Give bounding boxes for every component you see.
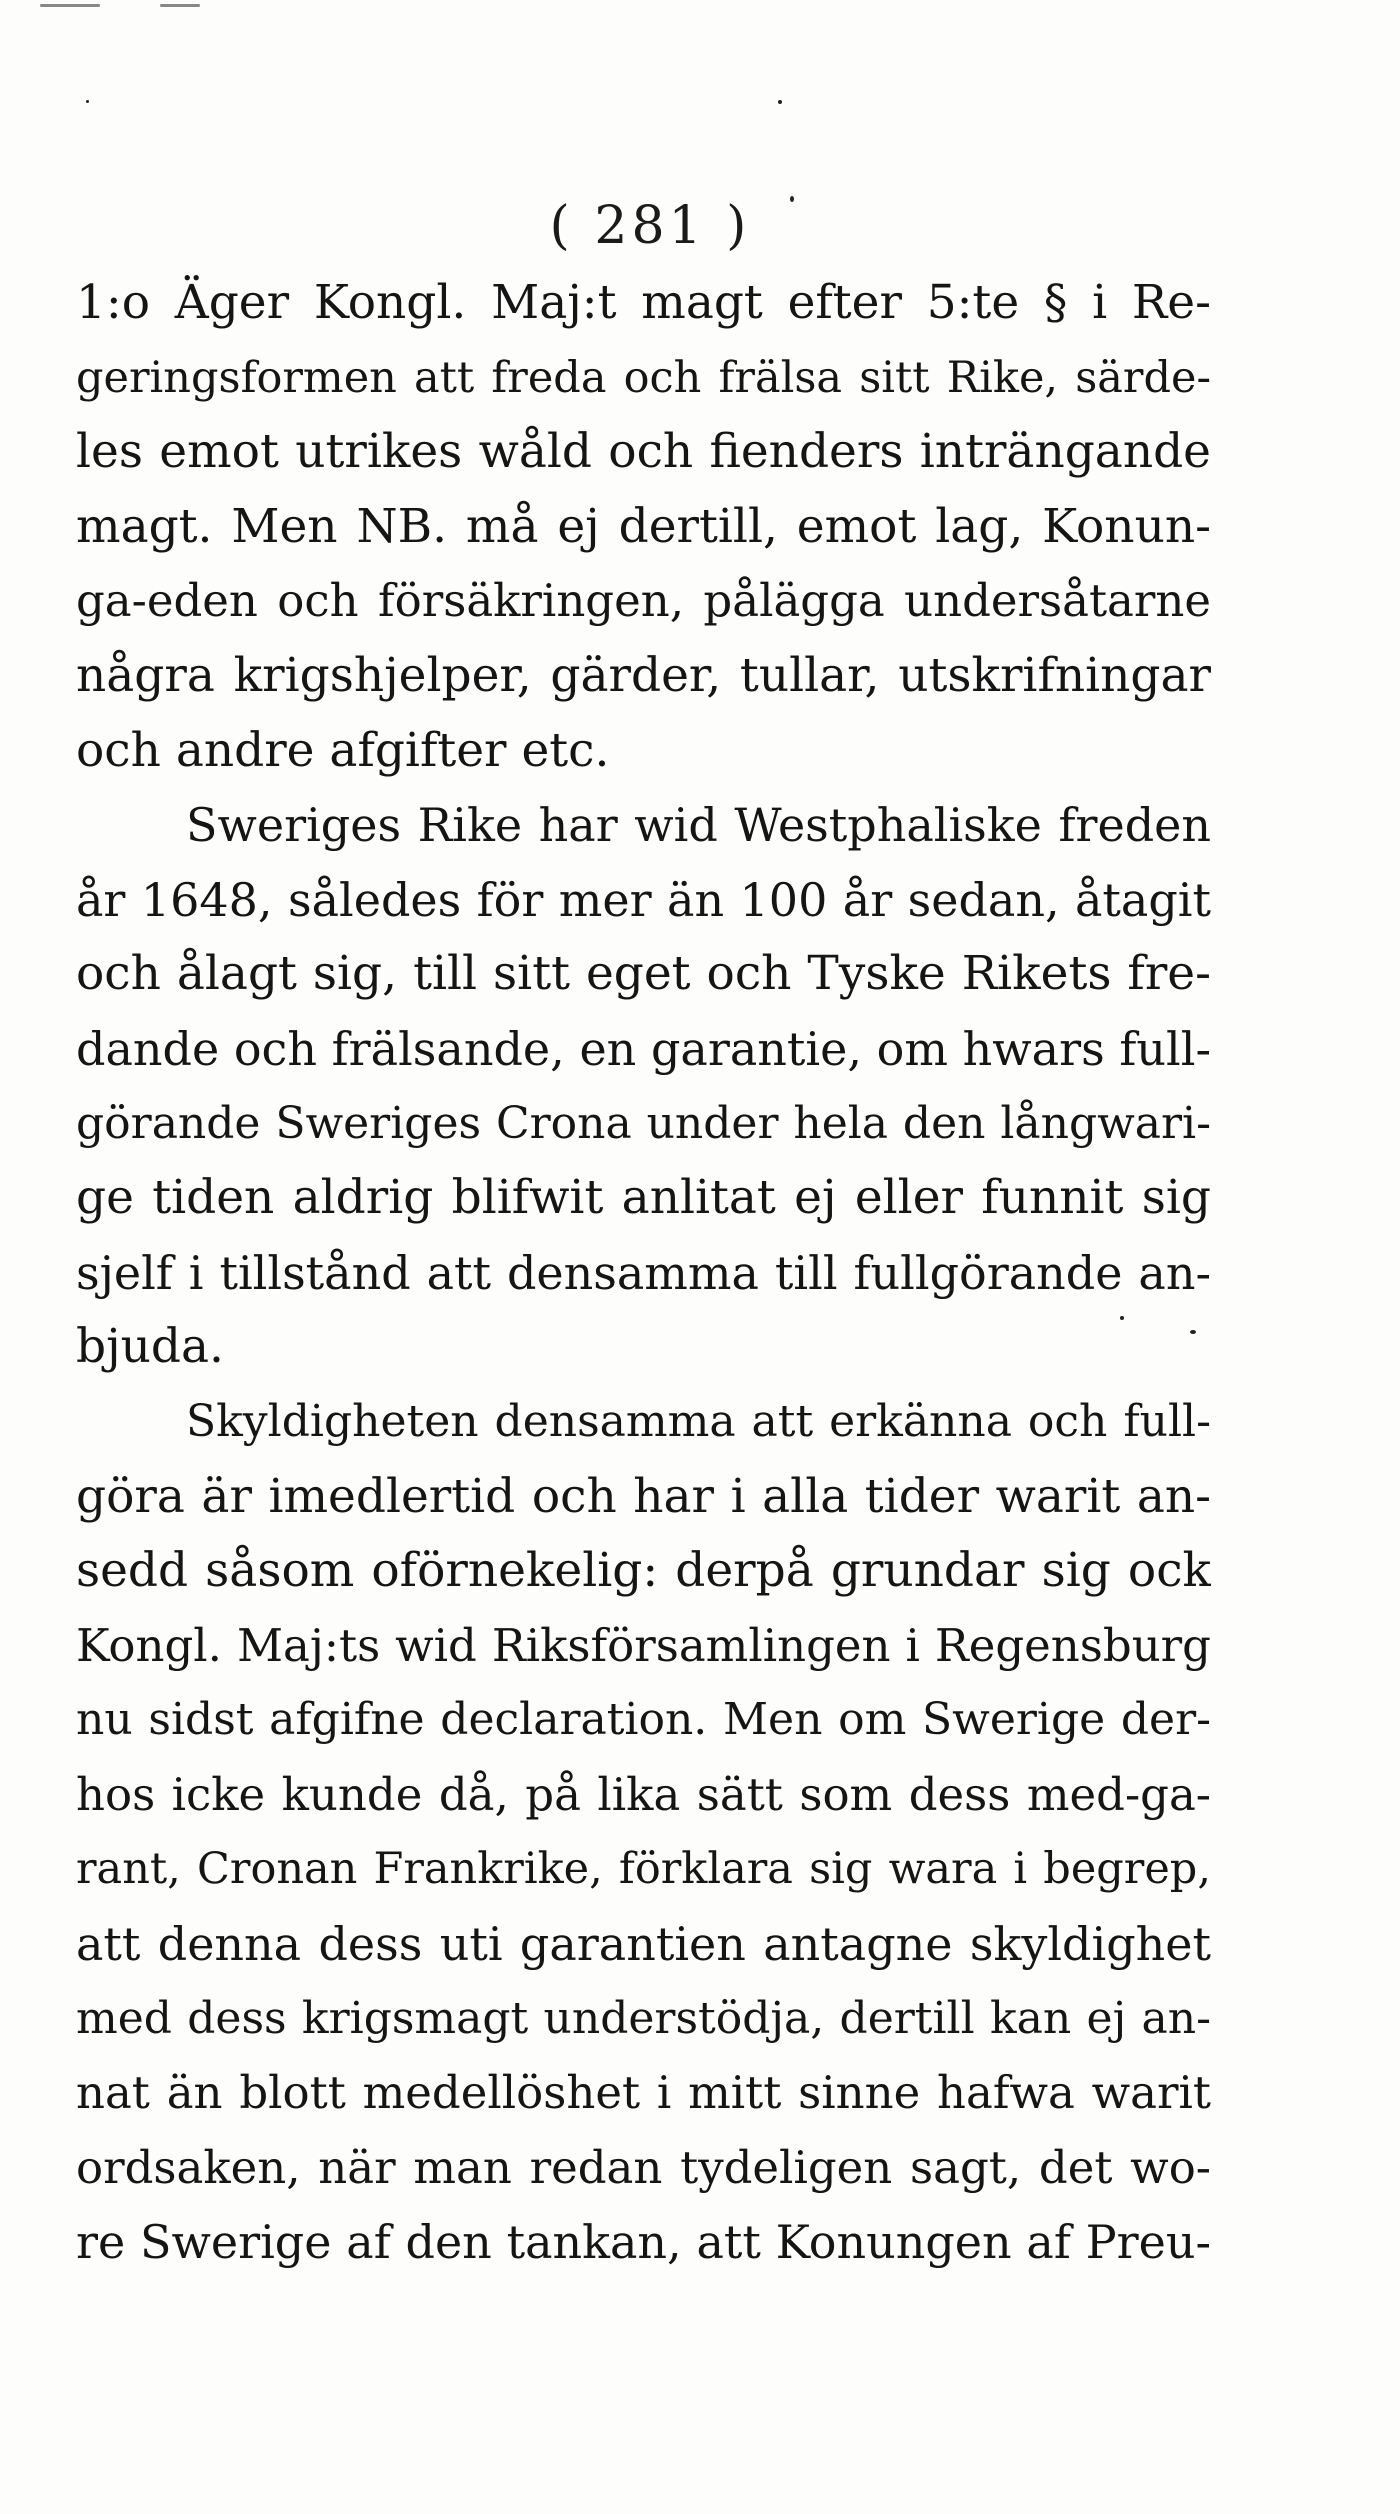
scan-speck <box>86 100 89 103</box>
text-line: år 1648, således för mer än 100 år sedan, åtagit <box>76 872 1211 927</box>
text-line: 1:o Äger Kongl. Maj:t magt efter 5:te § i Re- <box>76 275 1211 330</box>
text-line: nu sidst afgifne declaration. Men om Swerige der- <box>76 1694 1211 1746</box>
text-line: och ålagt sig, till sitt eget och Tyske Rikets fre- <box>76 946 1211 1002</box>
scan-speck <box>40 4 100 7</box>
text-line: ga-eden och försäkringen, pålägga undersåtarne <box>76 574 1211 628</box>
scan-speck <box>778 100 782 104</box>
text-line: magt. Men NB. må ej dertill, emot lag, Konun- <box>76 498 1211 554</box>
text-line: geringsformen att freda och frälsa sitt Rike, särde- <box>76 352 1211 403</box>
paragraph-start-line: Skyldigheten densamma att erkänna och full- <box>186 1395 1211 1447</box>
text-line: hos icke kunde då, på lika sätt som dess med-ga- <box>76 1767 1211 1821</box>
text-line: ge tiden aldrig blifwit anlitat ej eller funnit sig <box>76 1170 1211 1226</box>
text-line: ordsaken, när man redan tydeligen sagt, det wo- <box>76 2140 1211 2194</box>
text-line: och andre afgifter etc. <box>76 722 610 778</box>
text-line: rant, Cronan Frankrike, förklara sig wara i begrep, <box>76 1844 1211 1895</box>
paragraph-start-line: Sweriges Rike har wid Westphaliske freden <box>186 798 1211 853</box>
page-number: ( 281 ) <box>549 196 751 256</box>
text-line: sjelf i tillstånd att densamma till fullgörande an- <box>76 1245 1211 1300</box>
scan-speck <box>1120 1316 1124 1320</box>
text-line: bjuda. <box>76 1319 224 1375</box>
text-line: re Swerige af den tankan, att Konungen af Preu- <box>76 2215 1211 2270</box>
text-line: görande Sweriges Crona under hela den långwari- <box>76 1097 1211 1149</box>
scan-speck <box>160 4 200 7</box>
scan-speck <box>790 196 794 202</box>
body-text <box>76 266 1211 2280</box>
text-line: Kongl. Maj:ts wid Riksförsamlingen i Regensburg <box>76 1618 1211 1672</box>
text-line: några krigshjelper, gärder, tullar, utskrifningar <box>76 647 1211 703</box>
text-line: sedd såsom oförnekelig: derpå grundar sig ock <box>76 1543 1211 1599</box>
text-line: nat än blott medellöshet i mitt sinne hafwa warit <box>76 2066 1211 2120</box>
scan-speck <box>1190 1330 1196 1334</box>
text-line: med dess krigsmagt understödja, dertill kan ej an- <box>76 1992 1211 2044</box>
text-line: göra är imedlertid och har i alla tider warit an- <box>76 1468 1211 1524</box>
text-line: dande och frälsande, en garantie, om hwars full- <box>76 1021 1211 1076</box>
text-line: att denna dess uti garantien antagne skyldighet <box>76 1917 1211 1972</box>
text-line: les emot utrikes wåld och fienders inträngande <box>76 424 1211 480</box>
